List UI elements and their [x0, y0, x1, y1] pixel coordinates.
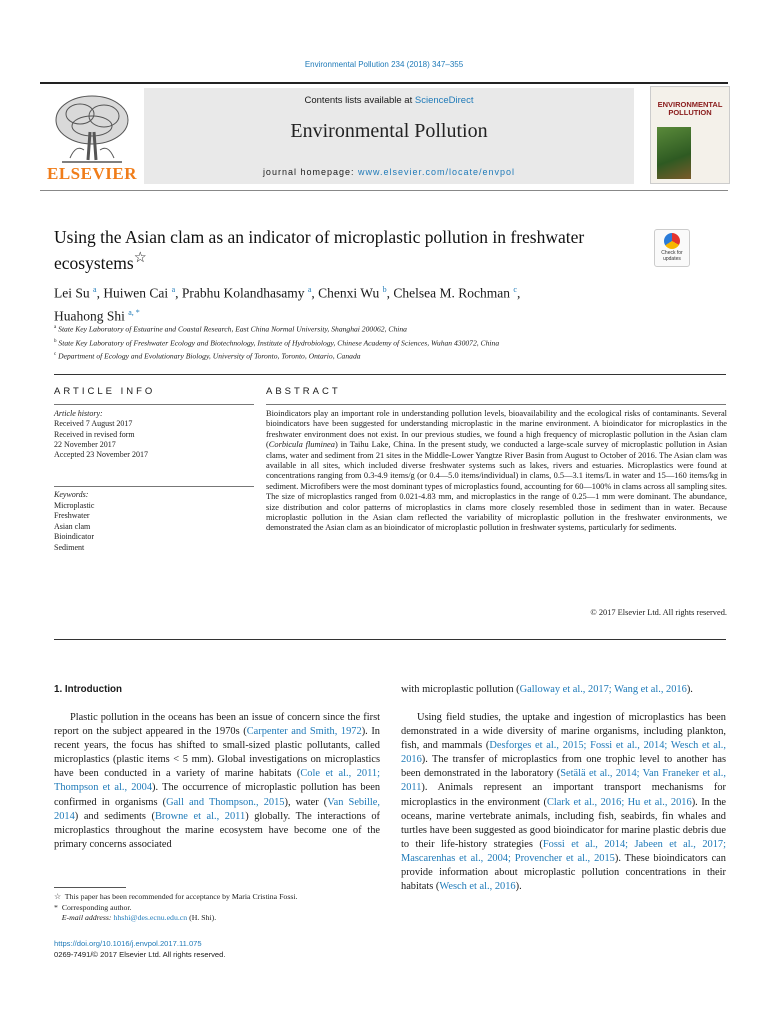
paragraph-text: ). Animals represent an important transport mechanisms for microplastics in the environment ( — [401, 782, 726, 808]
section-rule — [54, 639, 726, 640]
updates-icon — [664, 233, 680, 249]
citation-link[interactable]: Cole et al., 2011; Thompson et al., 2004 — [54, 768, 380, 794]
homepage-line — [144, 167, 634, 177]
article-info-heading: ARTICLE INFO — [54, 386, 156, 397]
author-affil-mark[interactable]: a, * — [128, 307, 140, 317]
journal-citation[interactable]: Environmental Pollution 234 (2018) 347–355 — [304, 60, 464, 69]
paragraph-text: with microplastic pollution ( — [401, 684, 520, 695]
sciencedirect-link[interactable]: ScienceDirect — [414, 95, 474, 106]
journal-homepage-link[interactable]: www.elsevier.com/locate/envpol — [358, 167, 516, 177]
paragraph-text: ). — [686, 684, 693, 695]
homepage-prefix: journal homepage: — [262, 167, 358, 177]
contents-line — [144, 95, 634, 106]
keyword: Asian clam — [54, 521, 91, 531]
citation-link[interactable]: Fossi et al., 2014; Jabeen et al., 2017; Mascarenhas et al., 2004; Provencher et al., 2015 — [401, 838, 727, 864]
keywords — [54, 490, 254, 553]
keyword: Sediment — [54, 542, 85, 552]
keywords-label: Keywords: — [54, 490, 89, 499]
paragraph-text: ). The occurrence of microplastic pollution has been confirmed in organisms ( — [54, 782, 381, 808]
abstract-text: Bioindicators play an important role in understanding pollution levels, bioavailability and the ecological risks of contaminants. Several bioindicators have been suggested for understanding microplastic in the marine environment. A bioindicator for microplastics in the freshwater environment does not exist. In our previous studies, we found a high frequency of microplastic pollution in the Asian clam (Corbicula fluminea) in Taihu Lake, China. In the present study, we conducted a large-scale survey of microplastic pollution in Asian clams, water and sediment from 21 sites in the Middle-Lower Yangtze River Basin from August to October of 2016. The Asian clam was available in all sites, which included diverse freshwater systems such as lakes, rivers and estuaries. Microplastics were found at concentrations ranging from 0.3-4.9 items/g (or 0.4—5.0 items/individual) in clams, 0.5—3.1 items/L in water and 15—160 items/kg in sediment. Microfibers were the most dominant types of microplastics found, accounting for 60—100% in clams across all sampling sites. The size of microplastics ranged from 0.021-4.83 mm, and microplastics in the range of 0.25—1 mm were dominant. The abundance, size distribution and color patterns of microplastics in clams more closely resembled those in sediment than in water. Because microplastic pollution in the Asian clam reflected the variability of microplastic pollution in the freshwater environments, we demonstrated the Asian clam as an bioindicator of microplastic pollution in freshwater systems, particularly for sediments. — [266, 409, 728, 533]
citation-link[interactable]: Carpenter and Smith, 1972 — [246, 726, 362, 738]
author-affil-mark[interactable]: a — [307, 285, 312, 294]
author-affil-mark[interactable]: a — [93, 285, 97, 294]
author-affil-mark[interactable]: a — [171, 285, 176, 294]
citation-link[interactable]: Clark et al., 2016; Hu et al., 2016 — [546, 796, 692, 808]
citation-link[interactable]: Setälä et al., 2014; Van Franeker et al., 2011 — [401, 768, 726, 794]
species-name: Corbicula fluminea — [268, 440, 335, 450]
journal-cover-thumbnail[interactable] — [650, 86, 730, 184]
article-history — [54, 409, 254, 460]
intro-paragraph-left — [54, 711, 380, 852]
author-name: Prabhu Kolandhasamy — [181, 285, 305, 301]
introduction-heading: 1. Introduction — [54, 684, 123, 695]
history-line: 22 November 2017 — [54, 439, 116, 449]
footnote-item: ☆ This paper has been recommended for acceptance by Maria Cristina Fossi. — [54, 892, 298, 901]
affiliation-item: $^b$ State Key Laboratory of Freshwater Ecology and Biotechnology, Institute of Hydrobiology, Chinese Academy of Sciences, Wuhan 430072, China — [54, 338, 500, 348]
header-rule — [40, 82, 728, 84]
paragraph-text: ). These bioindicators can provide information about microplastic pollution concentrations in their habitats ( — [401, 852, 726, 893]
citation-link[interactable]: Van Sebille, 2014 — [54, 796, 380, 822]
journal-title: Environmental Pollution — [290, 120, 488, 142]
paragraph-text: ). In recent years, the focus has shifted to small-sized plastic pollutants, called microplastics (plastic items < 5 mm). Global investigations on microplastics have been conducted in a variety of marine habitats ( — [54, 726, 381, 780]
publisher-name: ELSEVIER — [47, 164, 137, 183]
header-divider — [40, 190, 728, 191]
keyword: Freshwater — [54, 511, 90, 520]
cover-title: ENVIRONMENTAL POLLUTION — [657, 100, 723, 117]
affiliation-item: $^a$ State Key Laboratory of Estuarine and Coastal Research, East China Normal University, Shanghai 200062, China — [54, 324, 407, 334]
section-rule — [54, 374, 726, 375]
paragraph-text: Using field studies, the uptake and ingestion of microplastics has been demonstrated in a wide diversity of marine organisms, including plankton, fish, and mammals ( — [401, 712, 726, 752]
citation-link[interactable]: Galloway et al., 2017; Wang et al., 2016 — [519, 684, 687, 695]
contents-prefix: Contents lists available at — [304, 95, 415, 106]
author-name: Lei Su — [54, 285, 90, 301]
intro-paragraph-right-1 — [401, 683, 726, 697]
keywords-rule — [54, 486, 254, 487]
author-affil-mark[interactable]: b — [382, 285, 387, 294]
citation-link[interactable]: Desforges et al., 2015; Fossi et al., 2014; Wesch et al., 2016 — [401, 740, 727, 766]
citation-link[interactable]: Wesch et al., 2016 — [439, 881, 516, 893]
abstract-rule — [266, 404, 726, 405]
paragraph-text: ). In the oceans, marine vertebrate animals, including fish, seabirds, fin whales and turtles have been suggested as good bioindicator for marine plastic debris due to their life-history strategies ( — [401, 796, 727, 850]
article-title-text: Using the Asian clam as an indicator of microplastic pollution in freshwater ecosystems — [54, 227, 585, 273]
history-line: Received in revised form — [54, 429, 135, 439]
history-line: Received 7 August 2017 — [54, 419, 133, 429]
keyword: Microplastic — [54, 500, 95, 510]
footnotes — [54, 892, 384, 924]
affiliations — [54, 322, 714, 363]
abstract-heading: ABSTRACT — [266, 386, 341, 397]
keyword: Bioindicator — [54, 532, 94, 541]
author-name: Huahong Shi — [54, 308, 125, 323]
author-name: Huiwen Cai — [103, 285, 169, 301]
title-footnote-mark[interactable]: ☆ — [133, 250, 147, 266]
paragraph-text: ) globally. The interactions of microplastics throughout the marine ecosystem have become one of the primary concerns associated — [54, 810, 381, 850]
paragraph-text: ). — [515, 881, 522, 893]
footnote-item: * Corresponding author. — [54, 902, 132, 912]
check-for-updates-badge[interactable] — [654, 229, 690, 267]
author-name: Chenxi Wu — [318, 285, 380, 301]
issn-line: 0269-7491/© 2017 Elsevier Ltd. All rights reserved. — [54, 950, 226, 959]
paragraph-text: Plastic pollution in the oceans has been an issue of concern since the first report on the subject appeared in the 1970s ( — [54, 712, 380, 738]
footnote-email: E-mail address: hhshi@des.ecnu.edu.cn (H. Shi). — [61, 913, 217, 923]
paragraph-text: ) and sediments ( — [74, 810, 155, 822]
email-link[interactable]: hhshi@des.ecnu.edu.cn — [113, 913, 188, 923]
history-line: Accepted 23 November 2017 — [54, 450, 148, 460]
citation-link[interactable]: Gall and Thompson., 2015 — [166, 796, 285, 808]
footnote-rule — [54, 887, 126, 888]
article-title — [54, 227, 614, 274]
abstract-copyright: © 2017 Elsevier Ltd. All rights reserved. — [590, 608, 727, 617]
author-list: Lei Su $^a$, Huiwen Cai $^a$, Prabhu Kolandhasamy $^a$, Chenxi Wu $^b$, Chelsea M. Rochman $^c$, Huahong Shi $^{a, *}$ — [54, 285, 521, 323]
paragraph-text: ), water ( — [284, 796, 328, 808]
author-name: Chelsea M. Rochman — [393, 285, 510, 301]
history-label: Article history: — [54, 409, 103, 418]
cover-image — [657, 127, 691, 179]
affiliation-item: $^c$ Department of Ecology and Evolutionary Biology, University of Toronto, Toronto, Ontario, Canada — [54, 351, 361, 361]
author-affil-mark[interactable]: c — [513, 285, 517, 294]
citation-link[interactable]: Browne et al., 2011 — [154, 810, 246, 822]
updates-label: Check for updates — [661, 250, 683, 262]
doi-link[interactable]: https://doi.org/10.1016/j.envpol.2017.11.075 — [54, 939, 202, 948]
article-info-rule — [54, 404, 254, 405]
paragraph-text: ). The transfer of microplastics from one trophic level to another has been demonstrated in the laboratory ( — [401, 754, 726, 780]
intro-paragraph-right-2 — [401, 711, 726, 894]
